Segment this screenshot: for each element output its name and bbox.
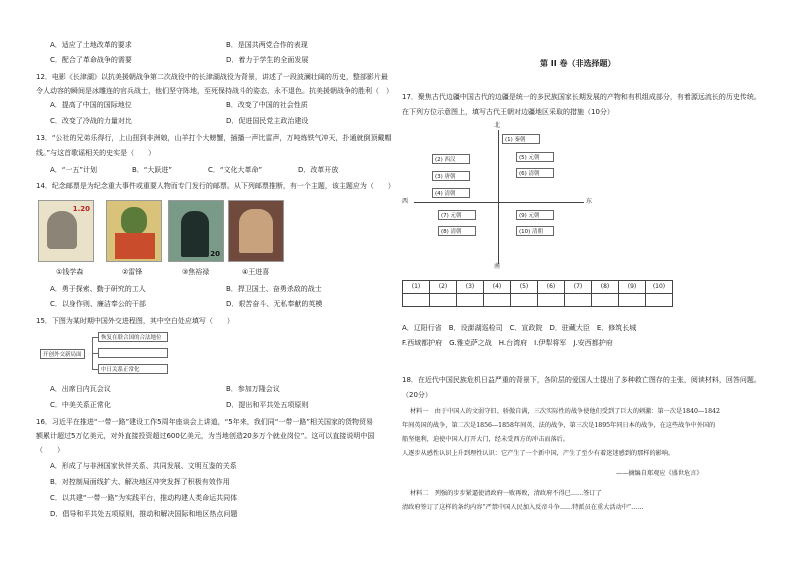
diagram-box-3: 中日关系正常化 — [98, 364, 168, 374]
q13-option-b: B．“大跃进” — [132, 166, 173, 174]
q12-text-1: 12．电影《长津湖》以抗美援朝战争第二次战役中的长津湖战役为背景，讲述了一段波澜壮阔的历史，整部影片最 — [36, 73, 388, 81]
q16-text-3: （ ） — [36, 446, 64, 454]
q15-option-b: B．参加万隆会议 — [226, 385, 280, 393]
q16-option-b: B．对控制局面线扩大、解决地区冲突发挥了积极有效作用 — [50, 478, 230, 486]
box-10: (10) 清朝 — [516, 226, 554, 236]
q12-option-a: A．提高了中国的国际地位 — [50, 101, 132, 109]
box-6: (6) 清朝 — [516, 168, 554, 178]
q17-text-2: 在下列方位示意图上，填写古代王朝对边疆地区采取的措施（10分） — [402, 108, 614, 116]
north-label: 北 — [494, 122, 501, 129]
diagram-box-1: 恢复在联合国的合法地位 — [98, 332, 168, 342]
q15-option-d: D．提出和平共处五项原则 — [226, 401, 309, 409]
q14-option-d: D．艰苦奋斗、无私奉献的英模 — [226, 300, 323, 308]
answer-cell[interactable] — [403, 294, 430, 307]
answer-header: (5) — [511, 281, 538, 294]
q18-text-1: 18．在近代中国民族危机日益严重的背景下，各阶层的爱国人士提出了多种救亡图存的主张，阅读材料，回答问题。 — [402, 376, 761, 384]
q14-text: 14．纪念邮票是为纪念重大事件或重要人物而专门发行的邮票。从下列邮票推断，有一个主题，该主题应为（ ） — [36, 182, 395, 190]
box-8: (8) 清朝 — [438, 226, 476, 236]
material-1-line-2: 年间英国的战争，第二次是1856—1858年间英、法的战争，第三次是1895年同日本的战争，在这些战争中外国的 — [402, 422, 716, 429]
q14-option-b: B．捍卫国土、奋勇杀敌的战士 — [226, 285, 322, 293]
answer-header: (7) — [565, 281, 592, 294]
answer-cell[interactable] — [619, 294, 646, 307]
q16-text-1: 16．习近平在推进“一带一路”建设工作5周年座谈会上讲道，“5年来，我们同“一带一路”相关国家的货物贸易 — [36, 418, 373, 426]
stamp-qian-xuesen: 1.20 — [38, 200, 94, 262]
east-label: 东 — [586, 198, 593, 205]
answer-cell[interactable] — [538, 294, 565, 307]
stamp-caption-4: ④王进喜 — [242, 268, 270, 276]
west-label: 西 — [402, 198, 409, 205]
q11-option-d: D．着力于学生的全面发展 — [226, 56, 309, 64]
q13-text-2: 线。”与这首歌谣相关的史实是（ ） — [36, 149, 156, 157]
answer-header: (9) — [619, 281, 646, 294]
answer-cell[interactable] — [511, 294, 538, 307]
box-1: (1) 秦朝 — [502, 134, 540, 144]
answer-cell[interactable] — [646, 294, 673, 307]
q11-option-b: B．是国共两党合作的表现 — [226, 41, 308, 49]
q15-option-c: C．中美关系正常化 — [50, 401, 111, 409]
q15-text: 15．下图为某时期中国外交进程图，其中空白处应填写（ ） — [36, 317, 234, 325]
material-1-line-3: 船坚炮利，迫使中国人打开大门，经未受西方的冲击而落后。 — [402, 436, 570, 443]
stamp-caption-2: ②雷锋 — [122, 268, 143, 276]
box-9: (9) 元朝 — [516, 210, 554, 220]
material-1-line-4: 人逐步从感性认识上升到理性认识：它产生了一个新中国，产生了至少有着迷迷感到的那样的影响。 — [402, 450, 675, 457]
answer-table — [402, 280, 673, 307]
q15-option-a: A．出席日内瓦会议 — [50, 385, 111, 393]
answer-header: (10) — [646, 281, 673, 294]
q13-option-d: D．改革开放 — [298, 166, 339, 174]
box-2: (2) 西汉 — [432, 154, 470, 164]
answer-cell[interactable] — [565, 294, 592, 307]
answer-header: (6) — [538, 281, 565, 294]
q16-option-a: A．形成了与非洲国家伙伴关系、共同发展、文明互鉴的关系 — [50, 462, 237, 470]
q18-text-2: （20分） — [402, 391, 432, 399]
q14-option-a: A．勇于探索、勤于研究的工人 — [50, 285, 146, 293]
q12-option-b: B．改变了中国的社会性质 — [226, 101, 308, 109]
answer-cell[interactable] — [457, 294, 484, 307]
q15-diagram — [40, 333, 210, 375]
q17-options-2: F.西域都护府 G.雅克萨之战 H.台湾府 I.伊犁将军 J.安西都护府 — [402, 339, 613, 347]
box-3: (3) 唐朝 — [432, 171, 470, 181]
south-label: 南 — [494, 263, 501, 270]
stamp-wang-jinxi — [228, 200, 284, 262]
diagram-box-blank — [98, 348, 168, 358]
stamp-caption-3: ③焦裕禄 — [182, 268, 210, 276]
material-1-line-1: 材料一 由于中国人的文弱守旧、骄傲自满，三次实际性的战争使他们受到了巨大的刺激：第一次是1840—1842 — [410, 408, 720, 415]
q14-option-c: C．以身作则、廉洁奉公的干部 — [50, 300, 146, 308]
q11-option-c: C．配合了革命战争的需要 — [50, 56, 132, 64]
q16-option-c: C．以共建“一带一路”为实践平台，推动构建人类命运共同体 — [50, 494, 238, 502]
answer-header: (2) — [430, 281, 457, 294]
answer-blank-row — [403, 294, 673, 307]
q16-option-d: D．倡导和平共处五项原则，推动和解决国际和地区热点问题 — [50, 510, 238, 518]
stamp-jiao-yulu: 20 — [168, 200, 224, 262]
material-1-source: ——摘编自郑观应《盛世危言》 — [616, 470, 703, 477]
section-title: 第 II 卷（非选择题） — [540, 59, 616, 68]
answer-cell[interactable] — [484, 294, 511, 307]
answer-header: (4) — [484, 281, 511, 294]
material-2-line-1: 材料二 列强的步步紧逼使清政府一败再败，清政府不得已……签订了 — [410, 490, 602, 497]
box-5: (5) 元朝 — [516, 152, 554, 162]
direction-diagram — [402, 122, 598, 270]
q17-text-1: 17．聚焦古代边疆中国古代的边疆是统一的多民族国家长期发展的产物和有机组成部分，有着源远流长的历史传统。 — [402, 93, 761, 101]
q13-text-1: 13．“公社的兄弟乐得行，上山扭到非洲娘，山羊打个大螃蟹，插播一声比雷声，万吨炼铁气冲天，扑通就倒顶戴帽 — [36, 134, 392, 142]
q12-text-2: 令人动容的瞬间是冰雕连的官兵战士，他们坚守阵地，至死保持战斗的姿态，永不退色。抗美援朝战争的胜利（ ） — [36, 87, 393, 95]
answer-header: (3) — [457, 281, 484, 294]
answer-cell[interactable] — [592, 294, 619, 307]
stamp-caption-1: ①钱学森 — [56, 268, 84, 276]
material-2-line-2: 清政府签订了这样的条约内容“严禁中国人民加入反帝斗争……特派员在重大活动中”…… — [402, 504, 644, 511]
box-4: (4) 清朝 — [432, 188, 470, 198]
stamp-lei-feng — [106, 200, 162, 262]
answer-cell[interactable] — [430, 294, 457, 307]
q13-option-c: C．“文化大革命” — [208, 166, 263, 174]
q17-options-1: A．辽阳行省 B．设澎湖巡检司 C．宣政院 D．驻藏大臣 E．修筑长城 — [402, 324, 637, 332]
answer-header: (1) — [403, 281, 430, 294]
q16-text-2: 额累计超过5万亿美元，对外直接投资超过600亿美元，为当地创造20多万个就业岗位”。这可以直接说明中国 — [36, 432, 375, 440]
q11-option-a: A．适应了土地改革的要求 — [50, 41, 132, 49]
diagram-root-box: 开创外交新局面 — [40, 349, 85, 359]
answer-header-row — [403, 281, 673, 294]
box-7: (7) 元朝 — [438, 210, 476, 220]
q12-option-d: D．促进国民党主政治建设 — [226, 117, 309, 125]
q13-option-a: A．“一五”计划 — [50, 166, 98, 174]
q12-option-c: C．改变了冷战的力量对比 — [50, 117, 132, 125]
answer-header: (8) — [592, 281, 619, 294]
